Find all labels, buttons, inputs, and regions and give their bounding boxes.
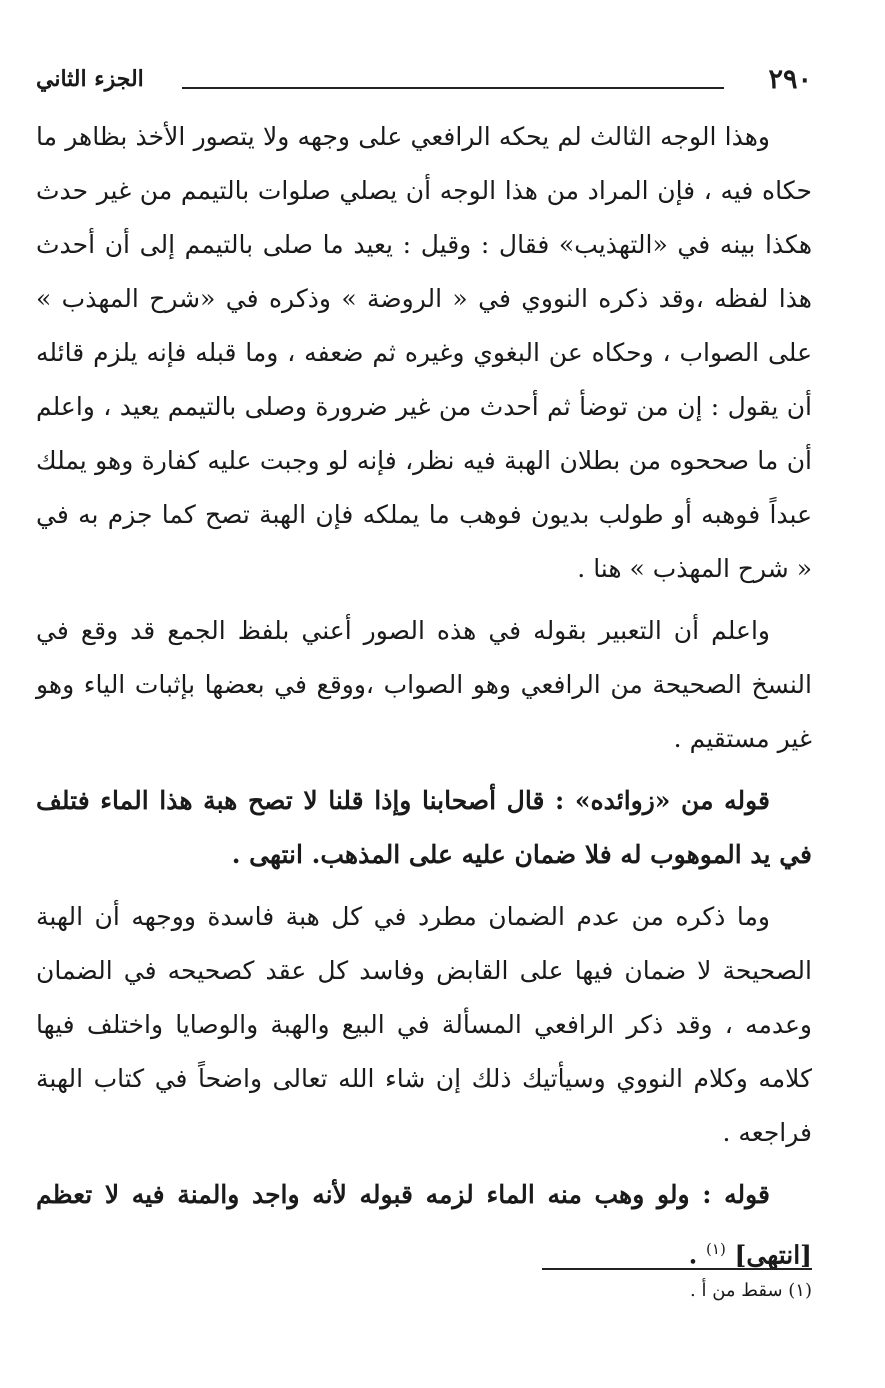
body-text [36, 110, 812, 1282]
paragraph-3: وما ذكره من عدم الضمان مطرد في كل هبة فاسدة ووجهه أن الهبة الصحيحة لا ضمان فيها على القابض وفاسد كل عقد كصحيحه في الضمان وعدمه ، وقد ذكر الرافعي المسألة في البيع والهبة والوصايا واختلف فيها كلامه وكلام النووي وسيأتيك ذلك إن شاء الله تعالى واضحاً في كتاب الهبة فراجعه . [36, 902, 812, 1147]
header-rule [182, 87, 724, 89]
quoted-passage-2-end: . [688, 1240, 707, 1270]
book-page [36, 58, 812, 1368]
quoted-passage-2 [36, 1168, 812, 1282]
footnote-reference: (١) [706, 1240, 726, 1258]
quoted-passage-2-text: قوله : ولو وهب منه الماء لزمه قبوله لأنه واجد والمنة فيه لا تعظم [انتهى] [36, 1180, 812, 1270]
paragraph-1: وهذا الوجه الثالث لم يحكه الرافعي على وجهه ولا يتصور الأخذ بظاهر ما حكاه فيه ، فإن المراد من هذا الوجه أن يصلي صلوات بالتيمم من غير حدث هكذا بينه في «التهذيب» فقال : وقيل : يعيد ما صلى بالتيمم إلى أن أحدث هذا لفظه ،وقد ذكره النووي في « الروضة » وذكره في «شرح المهذب » على الصواب ، وحكاه عن البغوي وغيره ثم ضعفه ، وما قبله فإنه يلزم قائله أن يقول : إن من توضأ ثم أحدث من غير ضرورة وصلى بالتيمم يعيد ، واعلم أن ما صححوه من بطلان الهبة فيه نظر، فإنه لو وجبت عليه كفارة وهو يملك عبداً فوهبه أو طولب بديون فوهب ما يملكه فإن الهبة تصح كما جزم به في « شرح المهذب » هنا . [36, 122, 812, 583]
quoted-passage-1: قوله من «زوائده» : قال أصحابنا وإذا قلنا لا تصح هبة هذا الماء فتلف في يد الموهوب له فلا ضمان عليه على المذهب. انتهى . [36, 786, 812, 869]
footnote-1: (١) سقط من أ . [690, 1280, 812, 1301]
footnote-rule [542, 1268, 812, 1270]
paragraph-2: واعلم أن التعبير بقوله في هذه الصور أعني بلفظ الجمع قد وقع في النسخ الصحيحة من الرافعي وهو الصواب ،ووقع في بعضها بإثبات الياء وهو غير مستقيم . [36, 616, 812, 753]
running-header [36, 58, 812, 110]
part-title: الجزء الثاني [36, 66, 144, 92]
page-number: ٢٩٠ [768, 64, 812, 95]
